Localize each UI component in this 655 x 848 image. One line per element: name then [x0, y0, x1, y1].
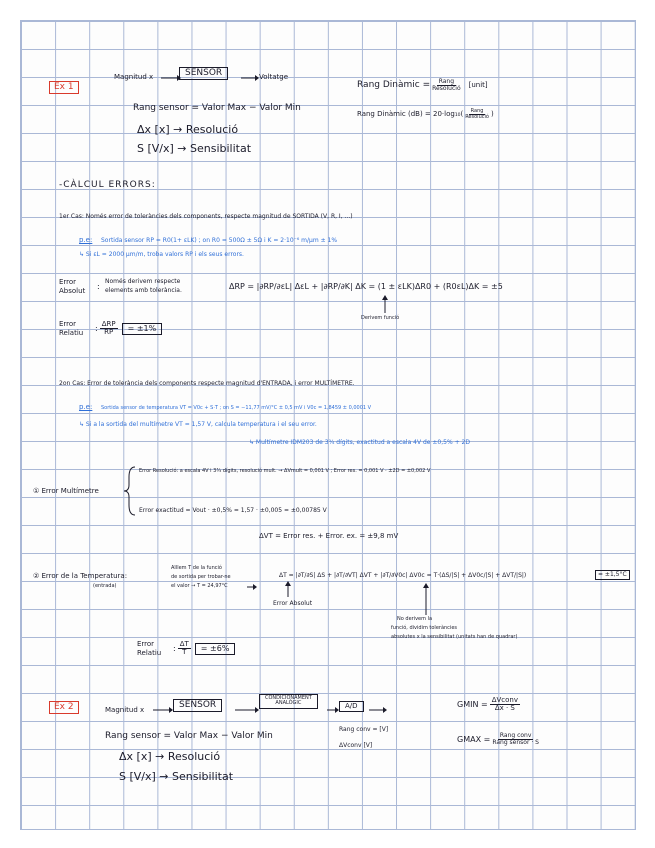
errors-heading: -CÀLCUL ERRORS: — [59, 180, 156, 190]
gmin-num: ΔVconv — [491, 696, 518, 704]
ex1-output-label: Voltatge — [259, 73, 289, 81]
ex2-ad-box: A/D — [339, 701, 364, 712]
temp-formula: ΔT = |∂T/∂S| ΔS + |∂T/∂VT| ΔVT + |∂T/∂V0c| ΔV0c = T·(ΔS/|S| + ΔV0c/|S| + ΔVT/|S|) — [279, 572, 527, 579]
temp-result: = ±1,5°C — [595, 570, 630, 580]
rang-db-label: Rang Dinàmic (dB) = 20·log₁₀ — [357, 110, 461, 119]
ex1-input-label: Magnitud x — [114, 73, 154, 81]
ex2-tag: Ex 2 — [49, 701, 79, 714]
gmax-den: Rang sensor · S — [492, 739, 539, 747]
ex2-range-def: Rang sensor = Valor Max − Valor Min — [105, 731, 273, 741]
gmin-label: GMIN = — [457, 699, 488, 709]
abs-formula: ΔRP = |∂RP/∂εL| ΔεL + |∂RP/∂K| ΔK = (1 ± εLK)ΔR0 + (R0εL)ΔK = ±5 — [229, 282, 503, 291]
ex2-cond-1: CONDICIONAMENT — [265, 695, 312, 701]
pe1-sub: ↳ Si εL = 2000 μm/m, troba valors RP i els seus errors. — [79, 251, 244, 258]
case2-title: 2on Cas: Error de tolerància dels components respecte magnitud d'ENTRADA, i error MULTÍMETRE. — [59, 380, 355, 387]
rel-label-2: Relatiu — [59, 329, 84, 337]
temp-label-2: (entrada) — [93, 583, 117, 589]
rang-db-num: Rang — [470, 108, 484, 114]
temp-note-b1: No derivem la — [397, 616, 433, 622]
mult-exact: Error exactitud = Vout · ±0,5% = 1,57 · ±0,005 = ±0,00785 V — [139, 507, 327, 514]
rang-dinamic-den: Resolució — [432, 85, 461, 93]
rel-label-1: Error — [59, 320, 77, 328]
trel-formula: : $\frac{\Delta T}{T}$ = ±6% — [173, 641, 235, 657]
rang-dinamic-unit: [unit] — [468, 81, 488, 90]
rang-dinamic-db-formula: Rang Dinàmic (dB) = 20·log₁₀ ( $\frac{\text{Rang}}{\text{Resolució}}$ ) — [357, 108, 494, 121]
temp-note-b3: absolutes x la sensibilitat (unitats han de quadrar) — [391, 634, 518, 640]
ex2-cond-2: ANALÒGIC — [275, 700, 302, 707]
temp-label-1: ② Error de la Temperatura: — [33, 572, 128, 580]
temp-note-1: Aïllem T de la funció — [171, 565, 222, 571]
abs-label-2: Absolut — [59, 287, 86, 295]
rel-formula: : $\frac{\text{ΔRP}}{RP}$ = ±1% — [95, 321, 162, 337]
ex2-input-label: Magnitud x — [105, 706, 145, 714]
rel-den: RP — [104, 328, 114, 337]
abs-note-1: Només derivem respecte — [105, 278, 181, 285]
pe2-text: Sortida sensor de temperatura VT = V0c + S·T ; on S = −11,77 mV/°C ± 0,5 mV i V0c = 1,8459 ± 0,0001 V — [101, 405, 372, 411]
pe2-label: p.e: — [79, 403, 93, 411]
gmax-formula — [457, 733, 541, 747]
ex2-dv-conv: ΔVconv [V] — [339, 742, 373, 749]
ex1-sensor-box: SENSOR — [179, 67, 228, 80]
trel-den: T — [182, 648, 187, 657]
temp-note-2: de sortida per trobar-ne — [171, 574, 231, 580]
rang-db-den: Resolució — [465, 114, 489, 121]
ex1-sensitivity-def: S [V/x] → Sensibilitat — [137, 142, 252, 155]
abs-arrow-note: Derivem funció — [361, 315, 400, 321]
rel-value: = ±1% — [122, 323, 163, 335]
mult-res: Error Resolució: a escala 4V i 3¾ dígits, resolució mult. → ΔVmult = 0,001 V ; Error res. = 0,001 V · ±2D = ±0,002 V — [139, 468, 431, 474]
ex1-tag: Ex 1 — [49, 81, 79, 94]
rel-num: ΔRP — [101, 320, 116, 328]
pe2-sub: ↳ Si a la sortida del multímetre VT = 1,57 V, calcula temperatura i el seu error. — [79, 421, 317, 428]
mult-label: ① Error Multímetre — [33, 487, 99, 495]
trel-num: ΔT — [179, 640, 189, 648]
abs-note-2: elements amb tolerància. — [105, 287, 182, 294]
gmin-den: Δx · S — [494, 704, 515, 713]
gmin-formula — [457, 697, 522, 713]
mult-total: ΔVT = Error res. + Error. ex. = ±9,8 mV — [259, 532, 399, 540]
rang-dinamic-num: Rang — [438, 78, 455, 85]
ex1-resolution-def: Δx [x] → Resolució — [137, 123, 239, 136]
case1-title: 1er Cas: Només error de toleràncies dels components, respecte magnitud de SORTIDA (V, R, I, ...) — [59, 213, 353, 220]
notebook-page: Ex 1 Magnitud x SENSOR Voltatge Rang sensor = Valor Max − Valor Min Δx [x] → Resolució S [V/x] → Sensibilitat Rang Dinàmic = $\frac{\text{Rang}}{\text{Resolució}}$ [unit] Rang Dinàmic (dB) = 20·log₁₀ ( $\frac{\text{Rang}}{\text{Resolució}}$ ) -CÀLCUL ERRORS: 1er Cas: Només error de toleràncies dels components, respecte magnitud de SORTIDA (V, R, I, ...) p.e: Sortida sensor RP = R0(1+ εLK) ; on R0 = 500Ω ± 5Ω i K = 2·10⁻⁶ m/μm ± 1% ↳ Si εL = 2000 μm/m, troba valors RP i els seus errors. Error Absolut : Només derivem respecte elements amb tolerància. ΔRP = |∂RP/∂εL| ΔεL + |∂RP/∂K| ΔK = (1 ± εLK)ΔR0 + (R0εL)ΔK = ±5 Derivem funció Error Relatiu : $\frac{\text{ΔRP}}{RP}$ = ±1% 2on Cas: Error de tolerància dels components respecte magnitud d'ENTRADA, i error MULTÍMETRE. p.e: Sortida sensor de temperatura VT = V0c + S·T ; on S = −11,77 mV/°C ± 0,5 mV i V0c = 1,8459 ± 0,0001 V ↳ Si a la sortida del multímetre VT = 1,57 V, calcula temperatura i el seu error. ↳ Multímetre IDM203 de 3¾ dígits, exactitud a escala 4V de ±0,5% + 2D ① Error Multímetre Error Resolució: a escala 4V i 3¾ dígits, resolució mult. → ΔVmult = 0,001 V ; Error res. = 0,001 V · ±2D = ±0,002 V Error exactitud = Vout · ±0,5% = 1,57 · ±0,005 = ±0,00785 V ΔVT = Error res. + Error. ex. = ±9,8 mV ② Error de la Temperatura: (entrada) Aïllem T de la funció de sortida per trobar-ne el valor → T = 24,97°C ΔT = |∂T/∂S| ΔS + |∂T/∂VT| ΔVT + |∂T/∂V0c| ΔV0c = T·(ΔS/|S| + ΔV0c/|S| + ΔVT/|S|) = ±1,5°C Error Absolut No derivem la funció, dividim toleràncies absolutes x la sensibilitat (unitats han de quadrar) Error Relatiu : $\frac{\Delta T}{T}$ = ±6% Ex 2 Magnitud x SENSOR CONDICIONAMENT ANALÒGIC A/D Rang sensor = Valor Max − Valor Min Δx [x] → Resolució S [V/x] → Sensibilitat Rang conv = [V] ΔVconv [V] GMIN = $\frac{\text{ΔVconv}}{\Delta x \cdot S}$ GMAX = $\frac{\text{Rang conv}}{\text{Rang sensor · S}}$ — [20, 20, 636, 830]
ex2-sensitivity-def: S [V/x] → Sensibilitat — [119, 770, 234, 783]
gmax-label: GMAX = — [457, 734, 491, 744]
rang-dinamic-label: Rang Dinàmic = — [357, 80, 431, 91]
abs-label-1: Error — [59, 278, 77, 286]
temp-abs: Error Absolut — [273, 600, 313, 607]
ex2-rang-conv: Rang conv = [V] — [339, 726, 389, 733]
temp-note-3: el valor → T = 24,97°C — [171, 583, 228, 589]
trel-label-2: Relatiu — [137, 649, 162, 657]
temp-note-b2: funció, dividim toleràncies — [391, 625, 458, 631]
ex2-sensor-box: SENSOR — [173, 699, 222, 712]
pe1-text: Sortida sensor RP = R0(1+ εLK) ; on R0 = 500Ω ± 5Ω i K = 2·10⁻⁶ m/μm ± 1% — [101, 237, 338, 244]
ex2-resolution-def: Δx [x] → Resolució — [119, 750, 221, 763]
trel-value: = ±6% — [195, 643, 236, 655]
pe2-sub2: ↳ Multímetre IDM203 de 3¾ dígits, exactitud a escala 4V de ±0,5% + 2D — [249, 439, 470, 446]
ex2-block-arrows — [21, 21, 635, 829]
ex1-range-def: Rang sensor = Valor Max − Valor Min — [133, 103, 301, 113]
gmax-num: Rang conv — [499, 732, 532, 739]
pe1-label: p.e: — [79, 236, 93, 244]
trel-label-1: Error — [137, 640, 155, 648]
